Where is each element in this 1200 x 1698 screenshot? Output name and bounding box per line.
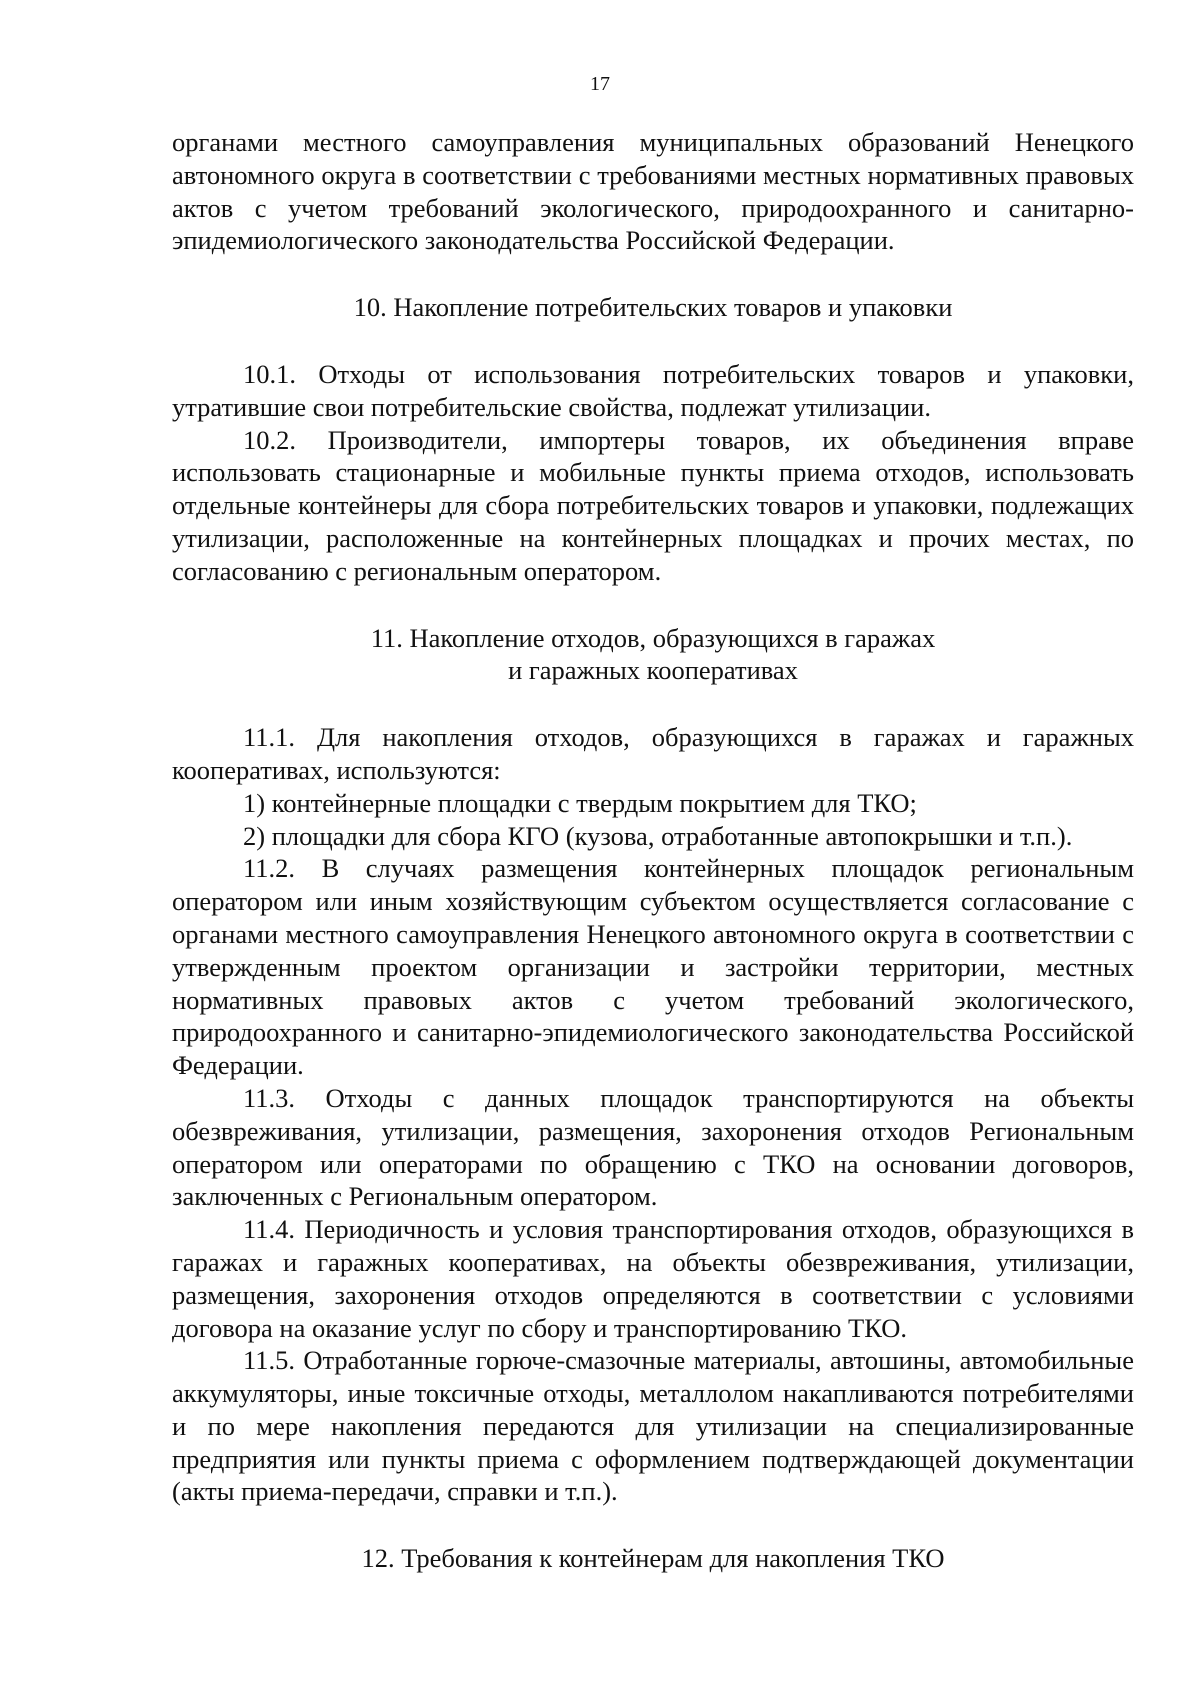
section-11-heading-line-1: 11. Накопление отходов, образующихся в гаражах [370,622,936,653]
paragraph-11-2: 11.2. В случаях размещения контейнерных площадок региональным оператором или иным хозяйствующим субъектом осуществляется согласование с органами местного самоуправления Ненецкого автономного округа в соответствии с утвержденным проектом организации и застройки территории, местных нормативных правовых актов с учетом требований экологического, природоохранного и санитарно-эпидемиологического законодательства Российской Федерации. [172,853,1134,1081]
paragraph-11-4: 11.4. Периодичность и условия транспортирования отходов, образующихся в гаражах и гаражных кооперативах, на объекты обезвреживания, утилизации, размещения, захоронения отходов определяются в соответствии с условиями договора на оказание услуг по сбору и транспортированию ТКО. [172,1214,1134,1343]
page-number: 17 [590,73,610,95]
paragraph-11-3: 11.3. Отходы с данных площадок транспортируются на объекты обезвреживания, утилизации, размещения, захоронения отходов Региональным оператором или операторами по обращению с ТКО на основании договоров, заключенных с Региональным оператором. [172,1082,1134,1212]
paragraph-11-1: 11.1. Для накопления отходов, образующихся в гаражах и гаражных кооперативах, используются: [172,722,1134,785]
list-item-1: 1) контейнерные площадки с твердым покрытием для ТКО; [243,787,917,818]
section-11-heading [172,622,1134,688]
document-body [172,126,1134,1575]
paragraph-10-2: 10.2. Производители, импортеры товаров, их объединения вправе использовать стационарные и мобильные пункты приема отходов, использовать отдельные контейнеры для сбора потребительских товаров и упаковки, подлежащих утилизации, расположенные на контейнерных площадках и прочих местах, по согласованию с региональным оператором. [172,424,1134,586]
section-12-heading: 12. Требования к контейнерам для накопления ТКО [361,1543,945,1574]
paragraph-11-5: 11.5. Отработанные горюче-смазочные материалы, автошины, автомобильные аккумуляторы, иные токсичные отходы, металлолом накапливаются потребителями и по мере накопления передаются для утилизации на специализированные предприятия или пункты приема с оформлением подтверждающей документации (акты приема-передачи, справки и т.п.). [172,1345,1134,1507]
intro-paragraph: органами местного самоуправления муниципальных образований Ненецкого автономного округа в соответствии с требованиями местных нормативных правовых актов с учетом требований экологического, природоохранного и санитарно-эпидемиологического законодательства Российской Федерации. [172,127,1134,256]
paragraph-10-1: 10.1. Отходы от использования потребительских товаров и упаковки, утратившие свои потребительские свойства, подлежат утилизации. [172,358,1134,422]
section-10-heading: 10. Накопление потребительских товаров и упаковки [353,292,953,323]
list-item-2: 2) площадки для сбора КГО (кузова, отработанные автопокрышки и т.п.). [243,820,1073,851]
section-11-heading-line-2: и гаражных кооперативах [508,655,798,686]
